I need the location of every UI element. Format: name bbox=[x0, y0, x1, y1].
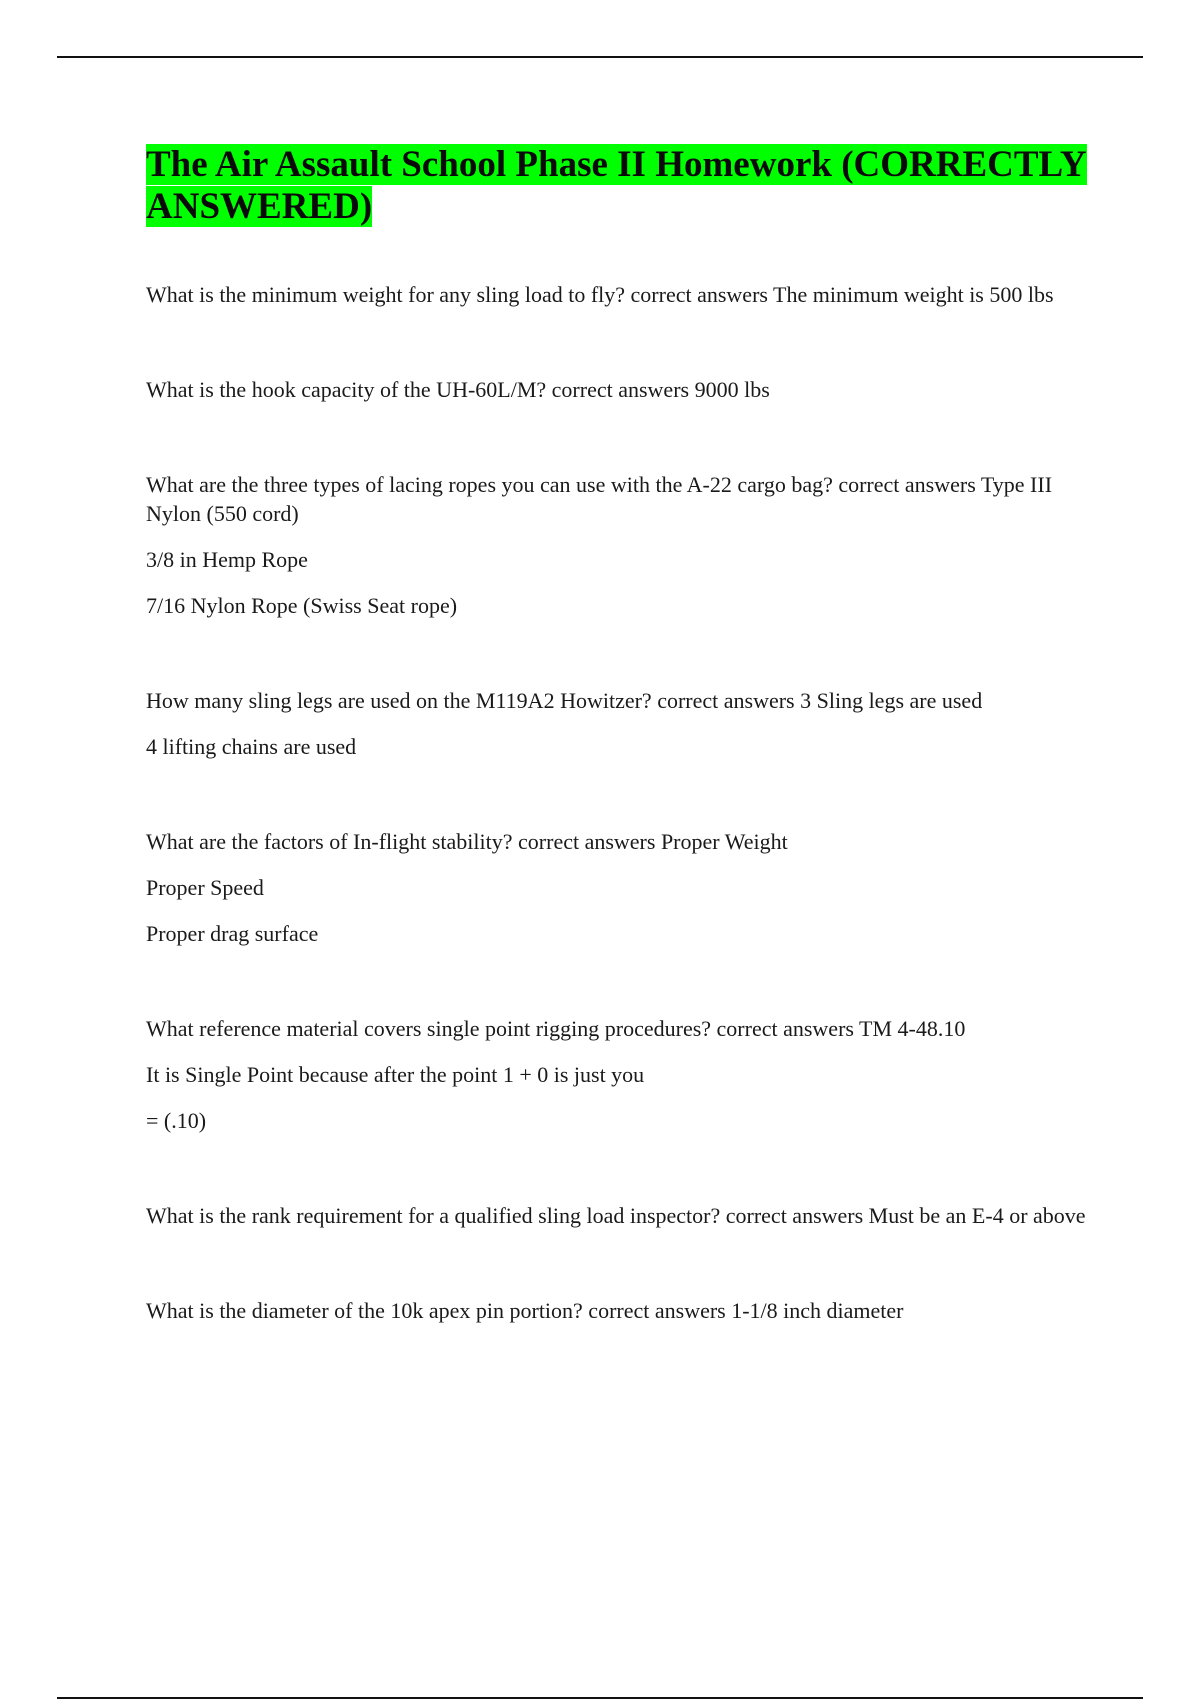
qa-item-7 bbox=[146, 1201, 1096, 1230]
qa-item-4 bbox=[146, 686, 1096, 761]
qa-line: 4 lifting chains are used bbox=[146, 734, 357, 759]
document-title-text: The Air Assault School Phase II Homework (CORRECTLY ANSWERED) bbox=[146, 144, 1087, 227]
top-rule bbox=[57, 56, 1143, 58]
qa-item-6 bbox=[146, 1014, 1096, 1135]
qa-line: = (.10) bbox=[146, 1108, 207, 1133]
qa-line: What is the hook capacity of the UH-60L/M? correct answers 9000 lbs bbox=[146, 377, 770, 402]
document-body bbox=[146, 144, 1096, 1391]
qa-line: What is the minimum weight for any sling load to fly? correct answers The minimum weight is 500 lbs bbox=[146, 282, 1054, 307]
qa-line: What is the rank requirement for a qualified sling load inspector? correct answers Must be an E-4 or above bbox=[146, 1203, 1086, 1228]
qa-line: What is the diameter of the 10k apex pin portion? correct answers 1-1/8 inch diameter bbox=[146, 1298, 904, 1323]
document-title bbox=[146, 144, 1096, 228]
qa-line: What reference material covers single point rigging procedures? correct answers TM 4-48.10 bbox=[146, 1016, 966, 1041]
qa-line: Proper Speed bbox=[146, 875, 264, 900]
qa-item-1 bbox=[146, 280, 1096, 309]
qa-line: It is Single Point because after the point 1 + 0 is just you bbox=[146, 1062, 645, 1087]
qa-item-5 bbox=[146, 827, 1096, 948]
qa-line: What are the factors of In-flight stability? correct answers Proper Weight bbox=[146, 829, 788, 854]
qa-line: 7/16 Nylon Rope (Swiss Seat rope) bbox=[146, 593, 458, 618]
qa-line: Proper drag surface bbox=[146, 921, 319, 946]
qa-item-2 bbox=[146, 375, 1096, 404]
qa-line: What are the three types of lacing ropes you can use with the A-22 cargo bag? correct answers Type III Nylon (550 cord) bbox=[146, 472, 1053, 526]
qa-item-8 bbox=[146, 1296, 1096, 1325]
qa-item-3 bbox=[146, 470, 1096, 620]
qa-line: 3/8 in Hemp Rope bbox=[146, 547, 308, 572]
bottom-rule bbox=[57, 1697, 1143, 1699]
qa-line: How many sling legs are used on the M119A2 Howitzer? correct answers 3 Sling legs are used bbox=[146, 688, 983, 713]
